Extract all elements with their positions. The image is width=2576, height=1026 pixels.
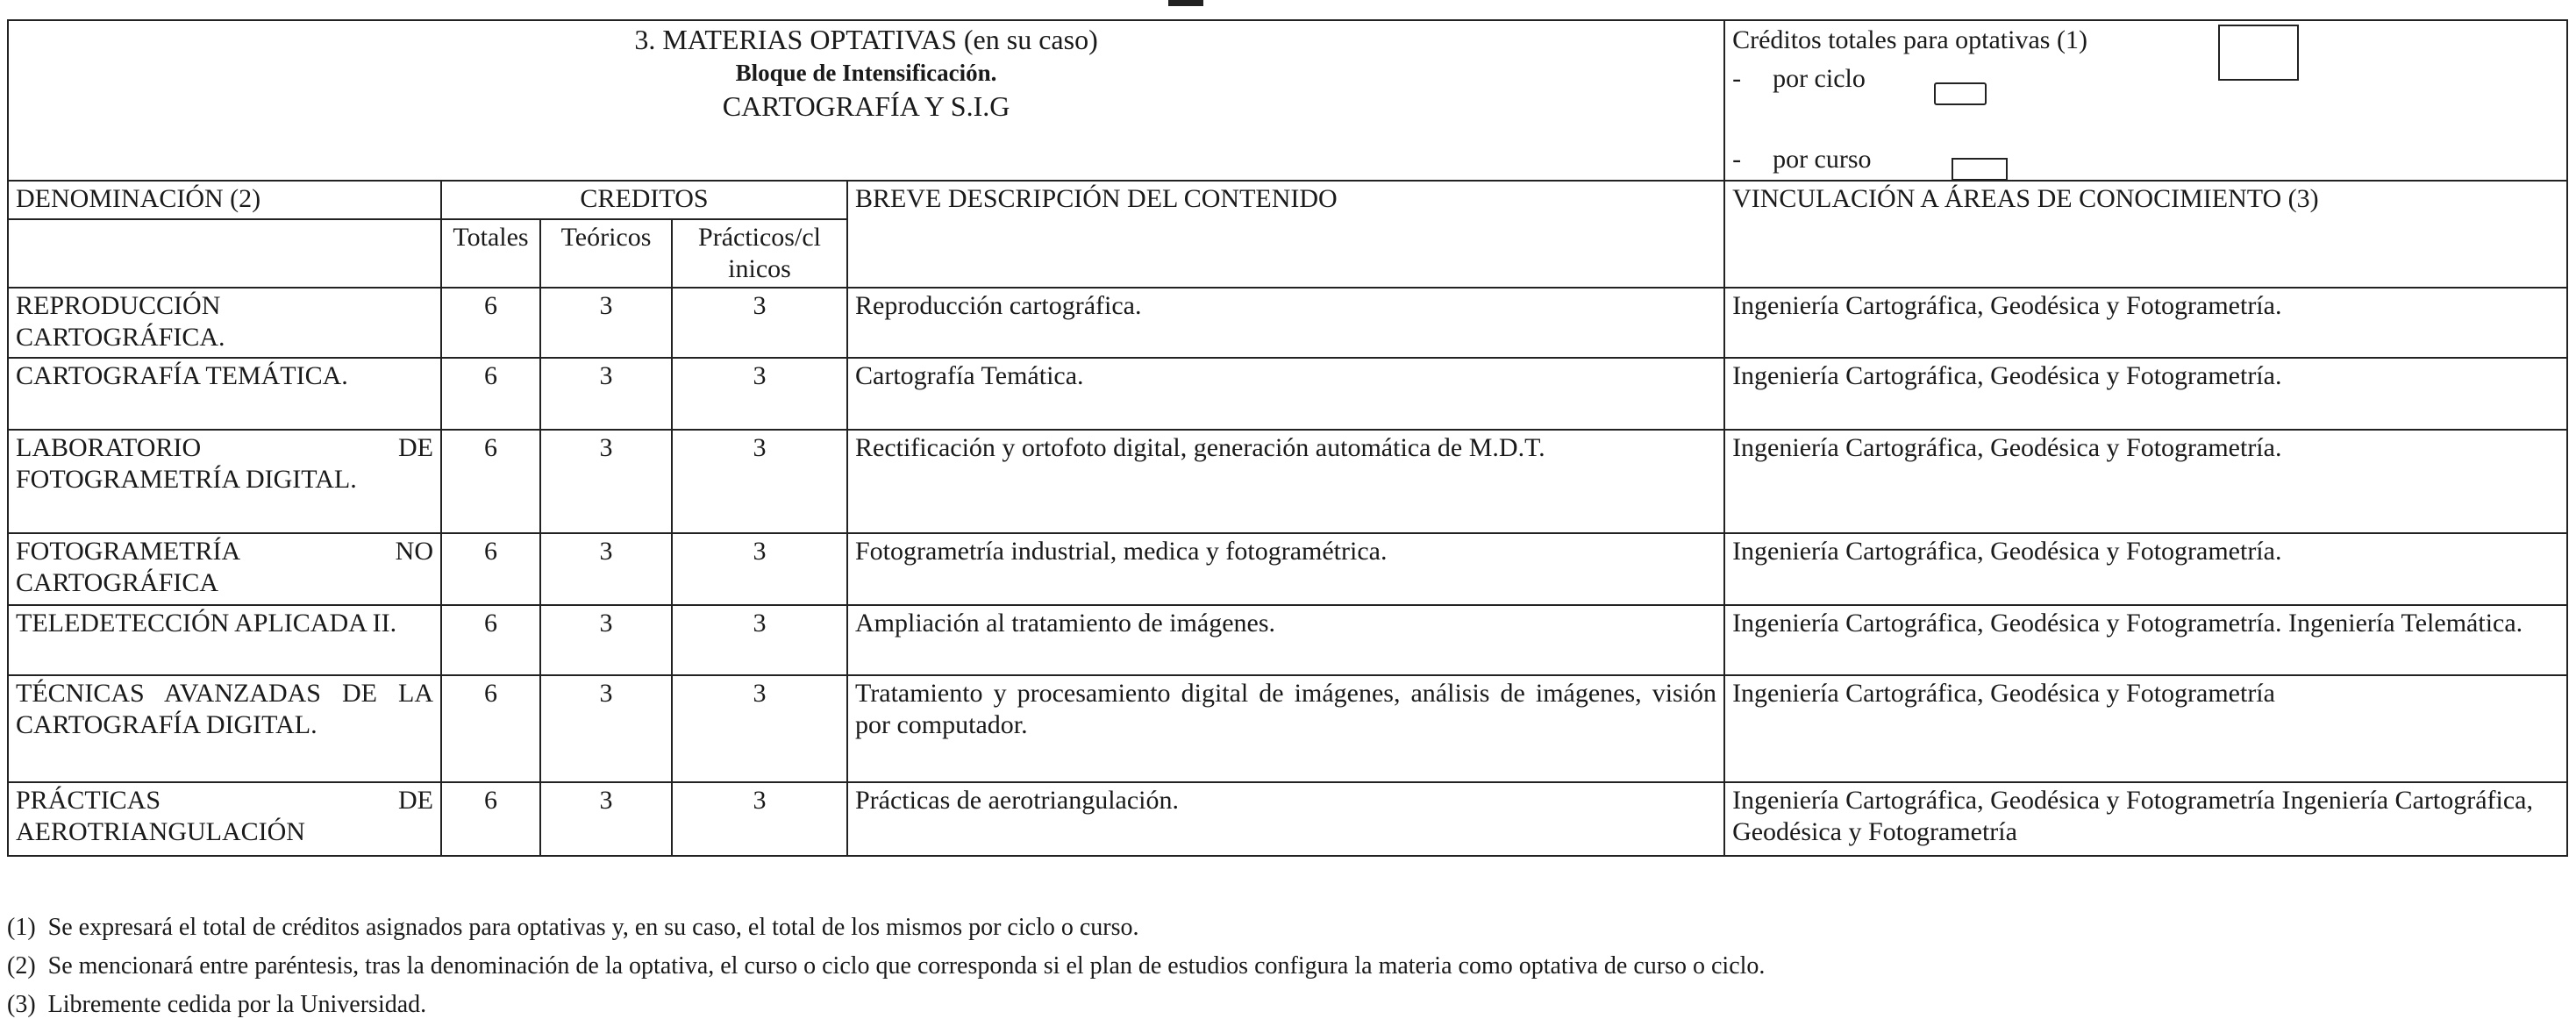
totals-value: 6: [441, 675, 540, 782]
totals-value: 6: [441, 358, 540, 430]
subject-name: REPRODUCCIÓN CARTOGRÁFICA.: [8, 288, 441, 358]
subject-description: Ampliación al tratamiento de imágenes.: [847, 605, 1724, 675]
subject-description: Fotogrametría industrial, medica y fotogramétrica.: [847, 533, 1724, 605]
subject-name: PRÁCTICAS DE AEROTRIANGULACIÓN: [8, 782, 441, 856]
practical-header: Prácticos/cl inicos: [672, 219, 847, 288]
credits-summary-cell: [1724, 20, 2567, 181]
footnotes: [7, 908, 1765, 1024]
practical-value: 3: [672, 430, 847, 533]
per-course-box: [1952, 158, 2008, 181]
footnote-text: Se expresará el total de créditos asignados para optativas y, en su caso, el total de los mismos por ciclo o curso.: [47, 914, 1139, 941]
subject-description: Cartografía Temática.: [847, 358, 1724, 430]
table-row: [8, 533, 2567, 605]
subject-description: Rectificación y ortofoto digital, generación automática de M.D.T.: [847, 430, 1724, 533]
practical-value: 3: [672, 358, 847, 430]
subject-areas: Ingeniería Cartográfica, Geodésica y Fotogrametría. Ingeniería Telemática.: [1724, 605, 2567, 675]
subject-name: TELEDETECCIÓN APLICADA II.: [8, 605, 441, 675]
credits-header: CREDITOS: [441, 181, 847, 219]
optional-subjects-table: [7, 19, 2568, 857]
scan-mark: [1168, 0, 1203, 6]
subject-name: FOTOGRAMETRÍA NO CARTOGRÁFICA: [8, 533, 441, 605]
table-row: [8, 605, 2567, 675]
header-row: [8, 20, 2567, 181]
subject-description: Prácticas de aerotriangulación.: [847, 782, 1724, 856]
subject-areas: Ingeniería Cartográfica, Geodésica y Fotogrametría.: [1724, 430, 2567, 533]
practical-value: 3: [672, 782, 847, 856]
subject-name: CARTOGRAFÍA TEMÁTICA.: [8, 358, 441, 430]
subject-name: TÉCNICAS AVANZADAS DE LA CARTOGRAFÍA DIGITAL.: [8, 675, 441, 782]
table-row: [8, 358, 2567, 430]
footnote-mark: (3): [7, 991, 36, 1018]
theoretical-value: 3: [540, 605, 672, 675]
theoretical-value: 3: [540, 533, 672, 605]
theoretical-header: Teóricos: [540, 219, 672, 288]
totals-value: 6: [441, 288, 540, 358]
totals-value: 6: [441, 782, 540, 856]
per-course-label: por curso: [1773, 145, 1872, 174]
footnote-text: Libremente cedida por la Universidad.: [47, 991, 427, 1018]
denomination-header: DENOMINACIÓN (2): [8, 181, 441, 219]
totals-header: Totales: [441, 219, 540, 288]
theoretical-value: 3: [540, 675, 672, 782]
theoretical-value: 3: [540, 288, 672, 358]
footnote-mark: (2): [7, 952, 36, 980]
table-row: [8, 675, 2567, 782]
subject-description: Reproducción cartográfica.: [847, 288, 1724, 358]
totals-value: 6: [441, 605, 540, 675]
footnote: [7, 986, 1765, 1024]
footnote: [7, 947, 1765, 986]
subject-title: CARTOGRAFÍA Y S.I.G: [722, 90, 1010, 122]
theoretical-value: 3: [540, 430, 672, 533]
subject-areas: Ingeniería Cartográfica, Geodésica y Fotogrametría.: [1724, 358, 2567, 430]
subject-areas: Ingeniería Cartográfica, Geodésica y Fotogrametría.: [1724, 288, 2567, 358]
practical-value: 3: [672, 288, 847, 358]
table-row: [8, 288, 2567, 358]
column-header-row-1: [8, 181, 2567, 219]
per-course-line: - por curso: [1732, 145, 1872, 174]
table-row: [8, 430, 2567, 533]
block-title: Bloque de Intensificación.: [735, 60, 997, 86]
footnote-mark: (1): [7, 914, 36, 941]
subject-name: LABORATORIO DE FOTOGRAMETRÍA DIGITAL.: [8, 430, 441, 533]
theoretical-value: 3: [540, 358, 672, 430]
header-title-cell: [8, 20, 1724, 181]
section-title: 3. MATERIAS OPTATIVAS (en su caso): [634, 24, 1098, 55]
totals-value: 6: [441, 533, 540, 605]
practical-value: 3: [672, 675, 847, 782]
practical-value: 3: [672, 605, 847, 675]
subject-areas: Ingeniería Cartográfica, Geodésica y Fotogrametría.: [1724, 533, 2567, 605]
credits-total-label: Créditos totales para optativas (1): [1732, 25, 2087, 54]
subject-areas: Ingeniería Cartográfica, Geodésica y Fotogrametría Ingeniería Cartográfica, Geodésica y Fotogrametría: [1724, 782, 2567, 856]
credits-total-box: [2218, 25, 2299, 81]
table-row: [8, 782, 2567, 856]
footnote-text: Se mencionará entre paréntesis, tras la denominación de la optativa, el curso o ciclo que corresponda si el plan de estudios configura la materia como optativa de curso o ciclo.: [47, 952, 1766, 980]
per-cycle-box: [1934, 82, 1987, 105]
footnote: [7, 908, 1765, 947]
practical-value: 3: [672, 533, 847, 605]
totals-value: 6: [441, 430, 540, 533]
per-cycle-line: - por ciclo: [1732, 64, 1866, 93]
denomination-header-blank: [8, 219, 441, 288]
per-cycle-label: por ciclo: [1773, 64, 1866, 93]
subject-description: Tratamiento y procesamiento digital de imágenes, análisis de imágenes, visión por computador.: [847, 675, 1724, 782]
areas-header: VINCULACIÓN A ÁREAS DE CONOCIMIENTO (3): [1724, 181, 2567, 288]
description-header: BREVE DESCRIPCIÓN DEL CONTENIDO: [847, 181, 1724, 288]
theoretical-value: 3: [540, 782, 672, 856]
subject-areas: Ingeniería Cartográfica, Geodésica y Fotogrametría: [1724, 675, 2567, 782]
